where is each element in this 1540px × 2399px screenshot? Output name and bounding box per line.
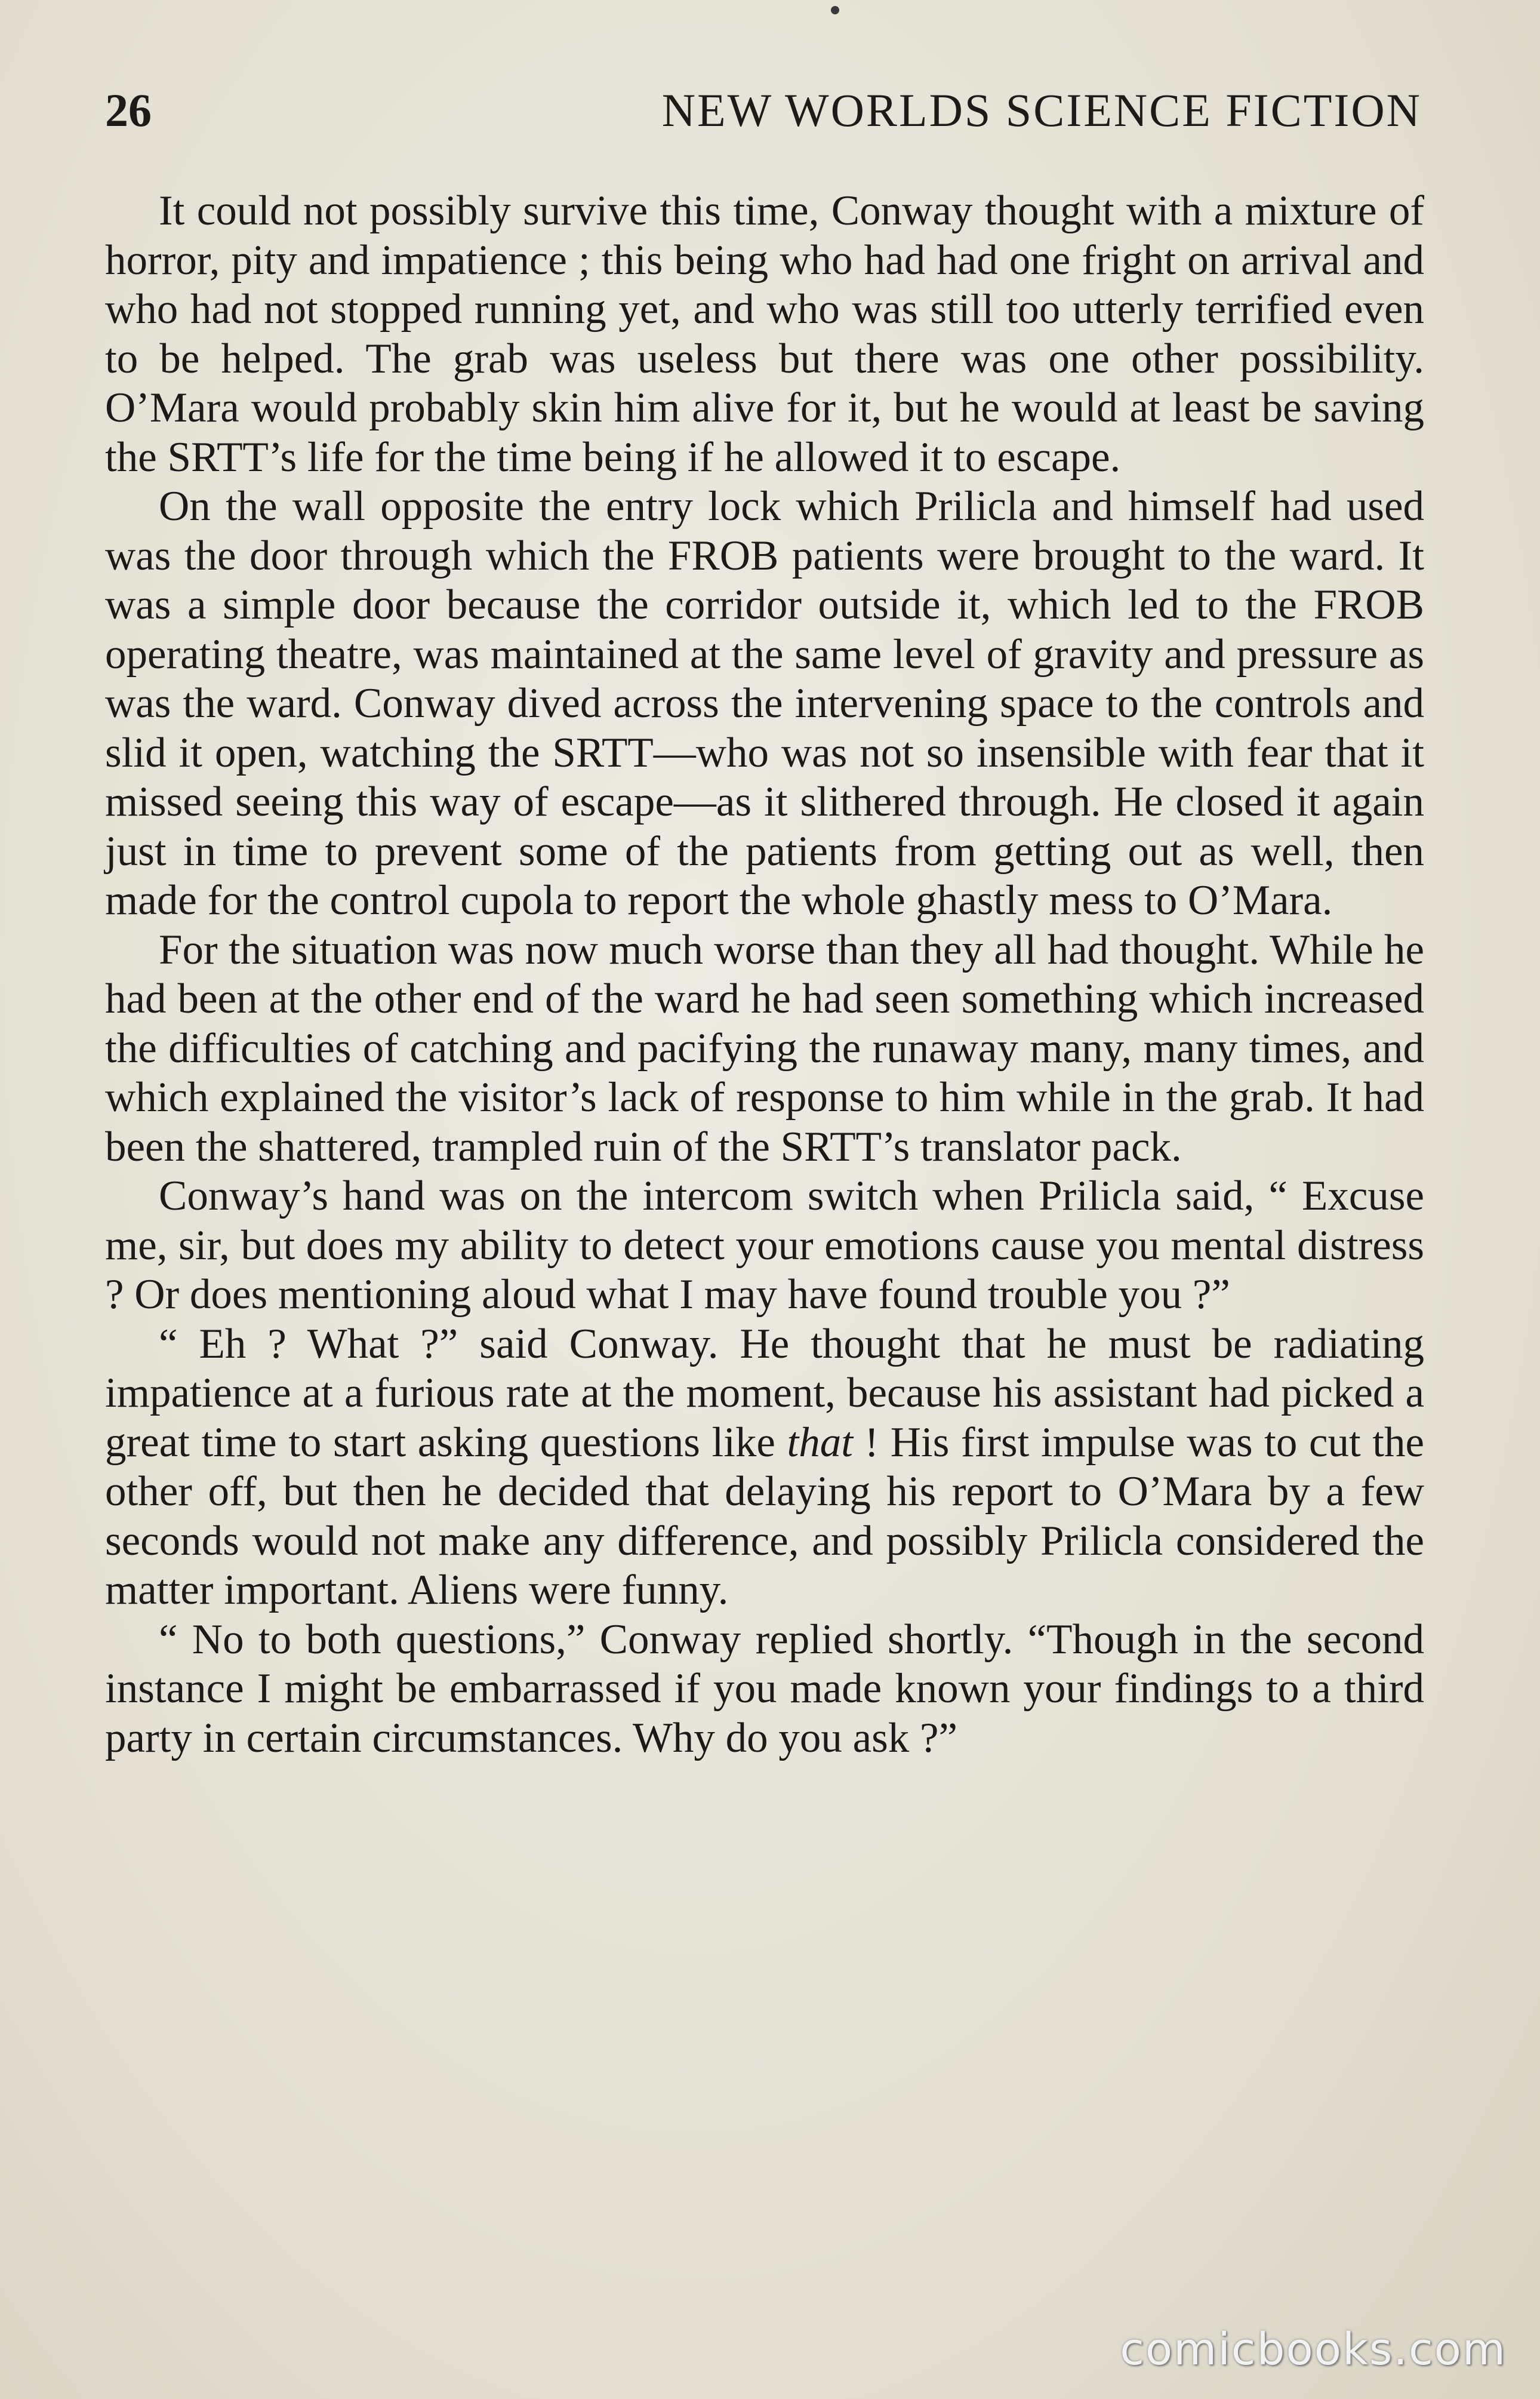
paragraph-5-emphasis: that [787, 1419, 853, 1466]
paragraph-5 [105, 1320, 1424, 1615]
paragraph-3: For the situation was now much worse than they all had thought. While he had been at the other end of the ward he had seen something which increased the difficulties of catching and pacifying the runaway many, many times, and which explained the visitor’s lack of response to him while in the grab. It had been the shattered, trampled ruin of the SRTT’s translator pack. [105, 926, 1424, 1170]
paragraph-1: It could not possibly survive this time, Conway thought with a mixture of horror, pity and impatience ; this being who had had one fright on arrival and who had not stopped running yet, and who was still too utterly terrified even to be helped. The grab was useless but there was one other possibility. O’Mara would probably skin him alive for it, but he would at least be saving the SRTT’s life for the time being if he allowed it to escape. [105, 187, 1424, 481]
paragraph-6: “ No to both questions,” Conway replied shortly. “Though in the second instance I might be embarrassed if you made known your findings to a third party in certain circumstances. Why do you ask ?” [105, 1616, 1424, 1761]
running-title: NEW WORLDS SCIENCE FICTION [661, 84, 1422, 136]
page-number: 26 [105, 84, 152, 136]
paragraph-2: On the wall opposite the entry lock which Prilicla and himself had used was the door through which the FROB patients were brought to the ward. It was a simple door because the corridor outside it, which led to the FROB operating theatre, was maintained at the same level of gravity and pressure as was the ward. Conway dived across the intervening space to the controls and slid it open, watching the SRTT—who was not so insensible with fear that it missed seeing this way of escape—as it slithered through. He closed it again just in time to prevent some of the patients from getting out as well, then made for the control cupola to report the whole ghastly mess to O’Mara. [105, 483, 1424, 924]
story-text [105, 186, 1424, 1763]
watermark-logo: comicbooks.com [1120, 2324, 1507, 2375]
paragraph-5-after: ! His first impulse was to cut the other off, but then he decided that delaying his report to O’Mara by a few seconds would not make any difference, and possibly Prilicla considered the matter important. Aliens were funny. [105, 1419, 1424, 1613]
paragraph-4: Conway’s hand was on the intercom switch when Prilicla said, “ Excuse me, sir, but does my ability to detect your emotions cause you mental distress ? Or does mentioning aloud what I may have found trouble you ?” [105, 1173, 1424, 1318]
page-header [105, 84, 1422, 149]
ink-speck [831, 6, 839, 14]
paragraph-5-before: “ Eh ? What ?” said Conway. He thought that he must be radiating impatience at a furious rate at the moment, because his assistant had picked a great time to start asking questions like [105, 1320, 1424, 1466]
